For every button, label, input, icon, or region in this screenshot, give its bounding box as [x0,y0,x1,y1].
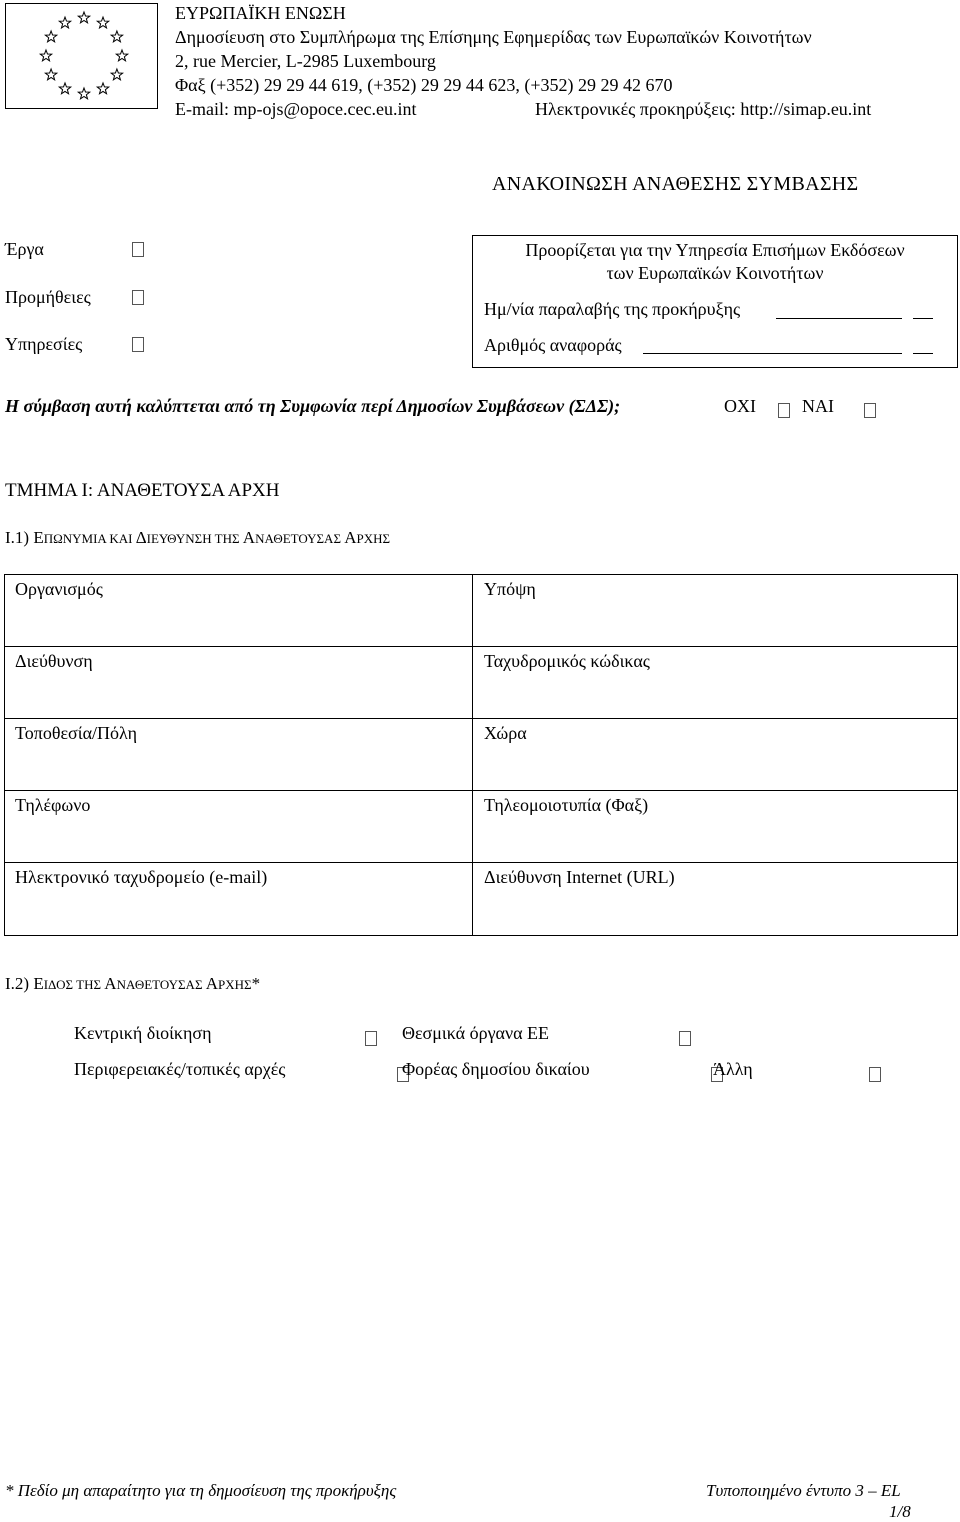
type-supplies-row[interactable] [5,286,91,308]
grid-divider-vertical [472,575,473,935]
page-number: 1/8 [889,1502,911,1521]
field-postal-code[interactable]: Ταχυδρομικός κώδικας [484,651,650,671]
org-name: ΕΥΡΩΠΑΪΚΗ ΕΝΩΣΗ [175,3,346,23]
star-icon [116,50,127,61]
publication-line: Δημοσίευση στο Συμπλήρωμα της Επίσημης Εφημερίδας των Ευρωπαϊκών Κοινοτήτων [175,27,812,47]
gpa-yes-label: ΝΑΙ [802,396,834,416]
reference-field[interactable] [643,353,902,354]
star-icon [59,83,70,94]
star-icon [78,12,89,23]
sc-text: ΡΧΗΣ [356,531,391,546]
authority-other-label: Άλλη [713,1059,753,1079]
type-services-checkbox[interactable] [132,337,144,352]
sc-text: ΠΩΝΥΜΙΑ ΚΑΙ [43,531,136,546]
sc-text: ΙΕΥΘΥΝΣΗ ΤΗΣ [146,531,243,546]
field-organisation[interactable]: Οργανισμός [15,579,103,599]
star-icon [45,69,56,80]
type-services-label: Υπηρεσίες [5,334,83,354]
footer-note: * Πεδίο μη απαραίτητο για τη δημοσίευση της προκήρυξης [5,1481,397,1500]
receipt-date-field[interactable] [776,318,902,319]
star-icon [45,31,56,42]
field-address[interactable]: Διεύθυνση [15,651,93,671]
sc-text: ΝΑΘΕΤΟΥΣΑΣ [116,977,206,992]
sc-letter: Δ [135,528,147,547]
fax-line: Φαξ (+352) 29 29 44 619, (+352) 29 29 44 623, (+352) 29 29 42 670 [175,75,673,95]
sc-text: ΡΧΗΣ [218,977,252,992]
reference-field-suffix[interactable] [913,353,933,354]
subsection-1-2-title [5,974,260,994]
grid-divider [5,646,957,647]
type-services-row[interactable] [5,333,82,355]
receipt-date-label: Ημ/νία παραλαβής της προκήρυξης [484,299,741,319]
sc-letter: Α [104,974,117,993]
gpa-question: Η σύμβαση αυτή καλύπτεται από τη Συμφωνία περί Δημοσίων Συμβάσεων (ΣΔΣ); [5,396,621,416]
authority-central-checkbox[interactable] [365,1031,377,1046]
gpa-no-option[interactable] [724,395,756,417]
star-icon [111,31,122,42]
tenders-link[interactable]: Ηλεκτρονικές προκηρύξεις: http://simap.eu.int [535,99,872,119]
star-icon [97,17,108,28]
field-country[interactable]: Χώρα [484,723,527,743]
sc-letter: Α [205,974,219,993]
sc-letter: Ε [33,528,44,547]
grid-divider [5,862,957,863]
star-icon [59,17,70,28]
grid-divider [5,790,957,791]
notice-title: ΑΝΑΚΟΙΝΩΣΗ ΑΝΑΘΕΣΗΣ ΣΥΜΒΑΣΗΣ [492,173,859,195]
section-1-title: ΤΜΗΜΑ Ι: ΑΝΑΘΕΤΟΥΣΑ ΑΡΧΗ [5,480,280,501]
gpa-yes-option[interactable] [802,395,834,417]
type-works-row[interactable] [5,238,44,260]
footer-form-id: Τυποποιημένο έντυπο 3 – EL [706,1481,901,1500]
reference-label: Αριθμός αναφοράς [484,335,622,355]
type-works-label: Έργα [5,239,44,259]
type-supplies-checkbox[interactable] [132,290,144,305]
field-url[interactable]: Διεύθυνση Internet (URL) [484,867,675,887]
authority-eu-institutions-label: Θεσμικά όργανα ΕΕ [402,1023,550,1043]
type-works-checkbox[interactable] [132,242,144,257]
grid-divider [5,718,957,719]
eu-flag-logo [5,3,158,109]
sc-letter: Α [344,528,357,547]
gpa-no-label: ΟΧΙ [724,396,756,416]
star-icon [111,69,122,80]
publisher-header [175,2,872,122]
field-telephone[interactable]: Τηλέφωνο [15,795,91,815]
sc-letter: Ε [33,974,44,993]
authority-regional-label: Περιφερειακές/τοπικές αρχές [74,1059,286,1079]
subsection-1-1-number: I.1) [5,528,34,547]
gpa-yes-checkbox[interactable] [864,403,876,418]
star-icon [97,83,108,94]
optional-marker: * [251,974,261,993]
field-town[interactable]: Τοποθεσία/Πόλη [15,723,137,743]
eu-stars-icon [6,4,156,107]
star-icon [78,88,89,99]
type-supplies-label: Προμήθειες [5,287,91,307]
gpa-no-checkbox[interactable] [778,403,790,418]
receipt-date-field-suffix[interactable] [913,318,933,319]
contracting-authority-grid [4,574,958,936]
email-link[interactable]: E-mail: mp-ojs@opoce.cec.eu.int [175,99,417,119]
office-use-box [472,235,958,368]
office-use-line2: των Ευρωπαϊκών Κοινοτήτων [606,263,824,283]
star-icon [40,50,51,61]
field-email[interactable]: Ηλεκτρονικό ταχυδρομείο (e-mail) [15,867,268,887]
office-use-line1: Προορίζεται για την Υπηρεσία Επισήμων Εκδόσεων [525,240,905,260]
sc-text: ΙΔΟΣ ΤΗΣ [43,977,105,992]
field-fax[interactable]: Τηλεομοιοτυπία (Φαξ) [484,795,649,815]
authority-central-label: Κεντρική διοίκηση [74,1023,212,1043]
address-line: 2, rue Mercier, L-2985 Luxembourg [175,51,436,71]
subsection-1-2-number: I.2) [5,974,34,993]
sc-letter: Α [242,528,256,547]
authority-eu-institutions-checkbox[interactable] [679,1031,691,1046]
subsection-1-1-title [5,528,390,548]
authority-other-checkbox[interactable] [869,1067,881,1082]
field-attention[interactable]: Υπόψη [484,579,536,599]
authority-public-law-label: Φορέας δημοσίου δικαίου [402,1059,590,1079]
sc-text: ΝΑΘΕΤΟΥΣΑΣ [255,531,345,546]
